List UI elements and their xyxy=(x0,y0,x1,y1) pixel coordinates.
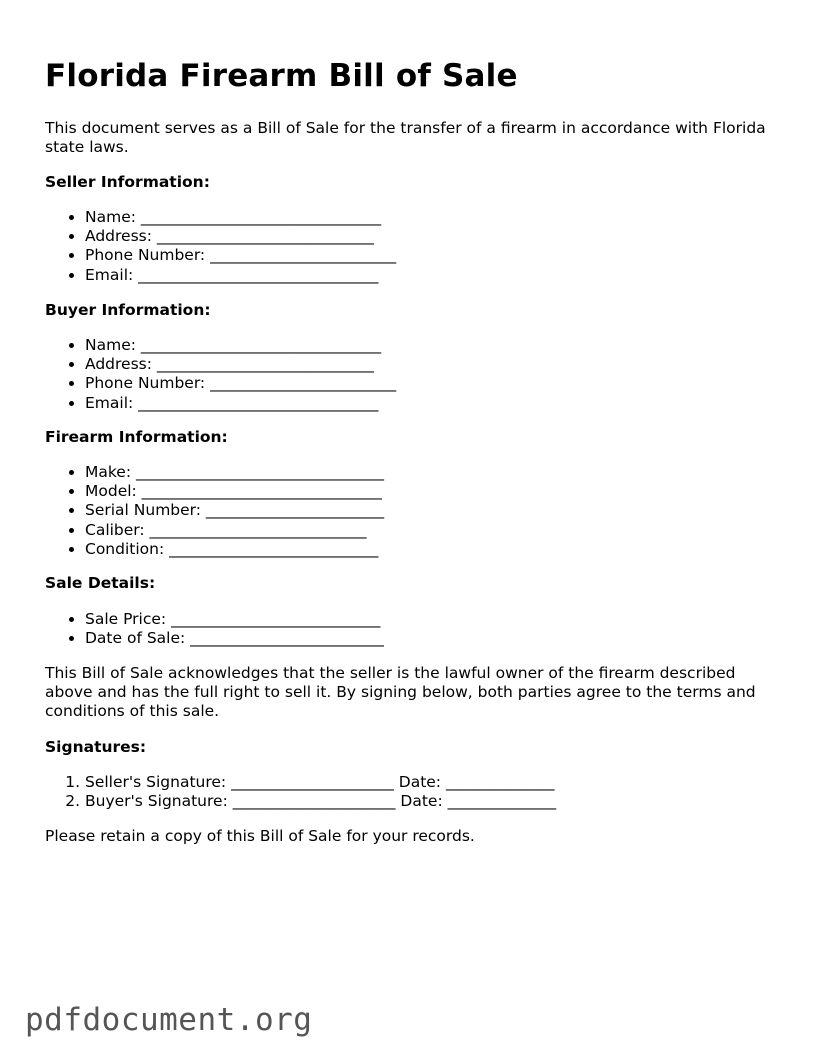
seller-signature-line: 1. Seller's Signature: _____________________ Date: ______________ xyxy=(85,773,556,792)
firearm-caliber-field: • Caliber: ____________________________ xyxy=(85,521,384,540)
seller-phone-field: • Phone Number: ________________________ xyxy=(85,246,396,265)
buyer-heading: Buyer Information: xyxy=(45,301,211,319)
closing-note: Please retain a copy of this Bill of Sale for your records. xyxy=(45,827,475,845)
seller-name-field: • Name: _______________________________ xyxy=(85,208,396,227)
buyer-fields-list xyxy=(45,336,396,413)
firearm-heading: Firearm Information: xyxy=(45,428,228,446)
firearm-make-field: • Make: ________________________________ xyxy=(85,463,384,482)
buyer-phone-field: • Phone Number: ________________________ xyxy=(85,374,396,393)
firearm-fields-list xyxy=(45,463,384,559)
seller-heading: Seller Information: xyxy=(45,173,210,191)
seller-email-field: • Email: _______________________________ xyxy=(85,266,396,285)
buyer-name-field: • Name: _______________________________ xyxy=(85,336,396,355)
sale-heading: Sale Details: xyxy=(45,574,156,592)
buyer-address-field: • Address: ____________________________ xyxy=(85,355,396,374)
watermark-text: pdfdocument.org xyxy=(25,1002,313,1038)
sale-fields-list xyxy=(45,610,384,648)
firearm-serial-field: • Serial Number: _______________________ xyxy=(85,501,384,520)
signatures-heading: Signatures: xyxy=(45,738,147,756)
seller-fields-list xyxy=(45,208,396,285)
sale-price-field: • Sale Price: ___________________________ xyxy=(85,610,384,629)
buyer-email-field: • Email: _______________________________ xyxy=(85,394,396,413)
firearm-condition-field: • Condition: ___________________________ xyxy=(85,540,384,559)
sale-date-field: • Date of Sale: _________________________ xyxy=(85,629,384,648)
document-title: Florida Firearm Bill of Sale xyxy=(45,58,518,94)
acknowledgement-paragraph: This Bill of Sale acknowledges that the seller is the lawful owner of the firearm described above and has the full right to sell it. By signing below, both parties agree to the terms and conditions of this sale. xyxy=(45,664,756,720)
intro-paragraph: This document serves as a Bill of Sale for the transfer of a firearm in accordance with Florida state laws. xyxy=(45,119,766,156)
firearm-model-field: • Model: _______________________________ xyxy=(85,482,384,501)
signatures-list xyxy=(45,773,556,811)
buyer-signature-line: 2. Buyer's Signature: _____________________ Date: ______________ xyxy=(85,792,556,811)
seller-address-field: • Address: ____________________________ xyxy=(85,227,396,246)
